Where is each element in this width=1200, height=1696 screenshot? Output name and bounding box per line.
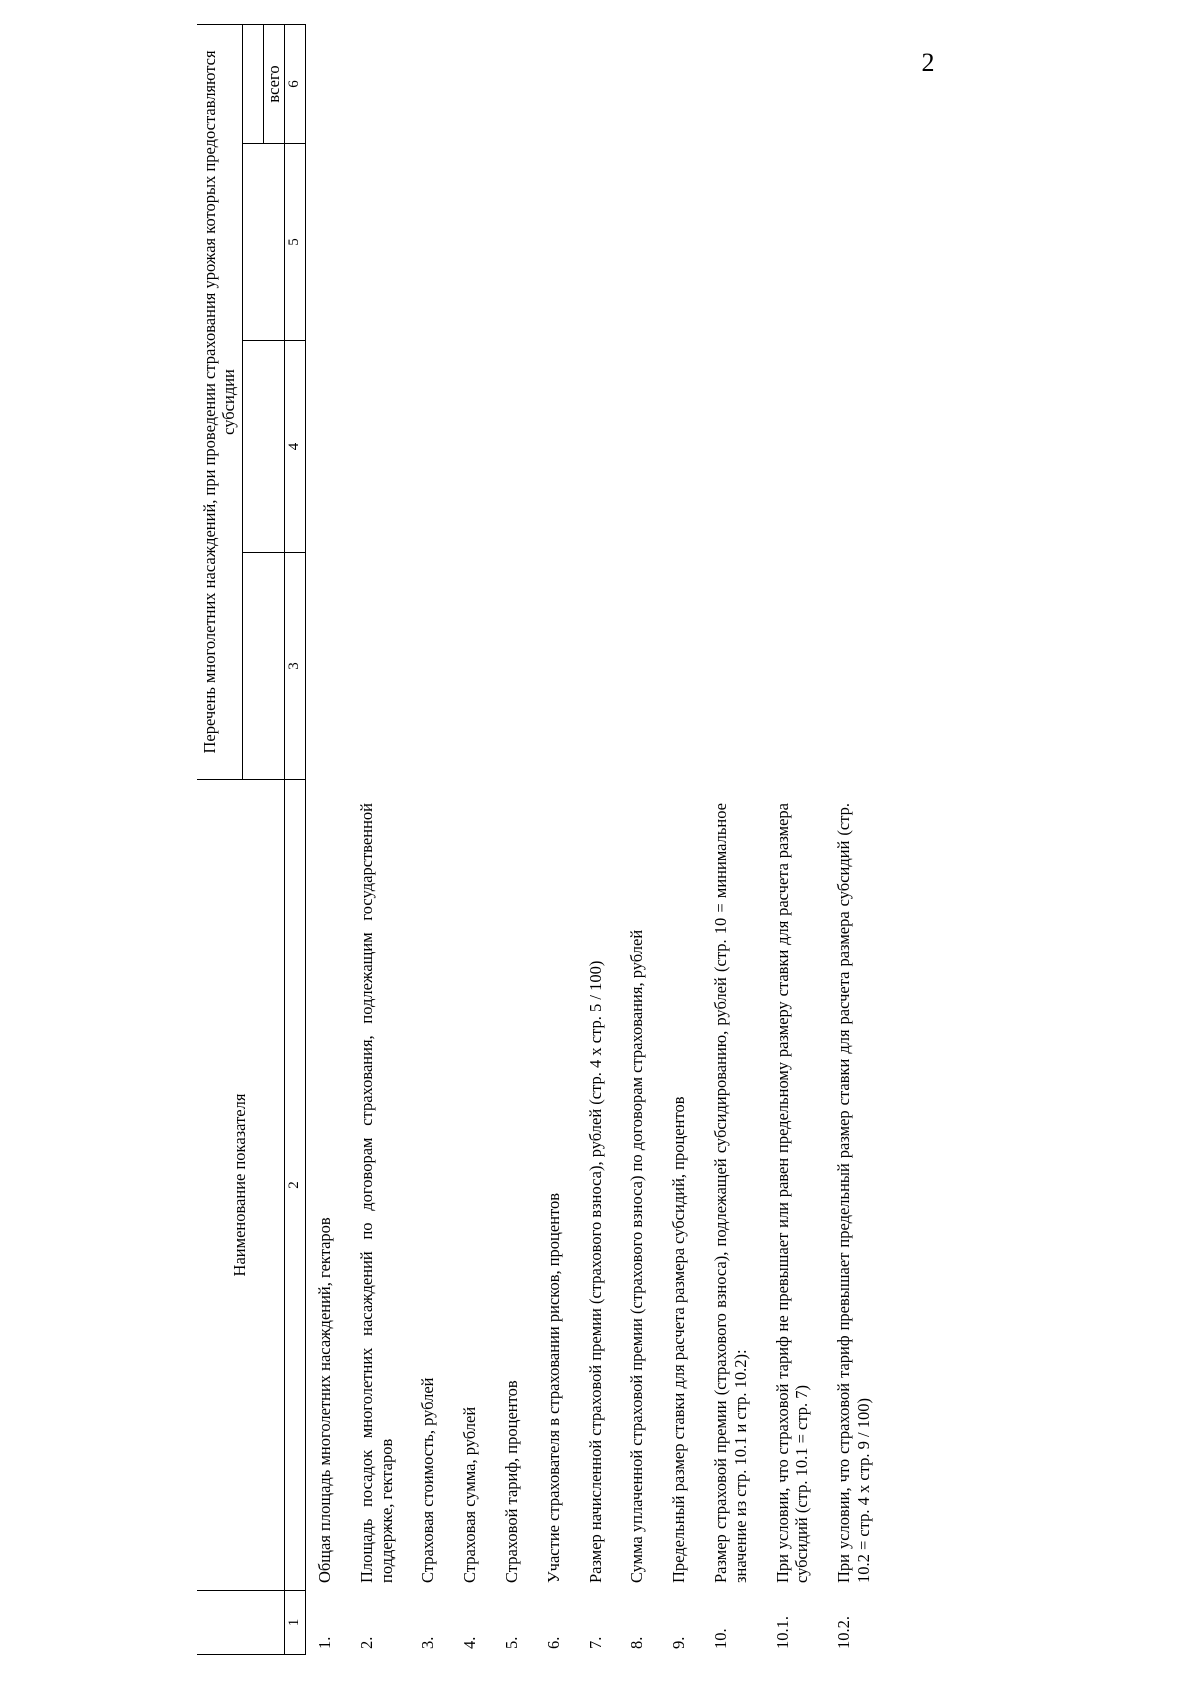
row-number: 4.	[460, 1636, 480, 1649]
row-number: 1.	[315, 1636, 334, 1649]
row-indicator: Площадь посадок многолетних насаждений по договорам страхования, подлежащим государственной поддержке, гектаров	[356, 803, 396, 1583]
table-row	[502, 25, 522, 1655]
row-number: 10.1.	[772, 1616, 792, 1649]
row-number: 2.	[356, 1636, 376, 1649]
header-col-5-blank	[243, 144, 285, 341]
indicator-table	[197, 24, 306, 1655]
row-indicator: Размер страховой премии (страхового взноса), подлежащей субсидированию, рублей (стр. 10 = минимальное значение из стр. 10.1 и стр. 10.2):	[710, 803, 750, 1583]
table-row	[357, 25, 397, 1655]
row-number: 10.2.	[834, 1616, 854, 1649]
column-number-6: 6	[285, 24, 306, 143]
row-number: 7.	[585, 1636, 605, 1649]
indicator-rows	[315, 25, 896, 1655]
row-indicator: Страховая стоимость, рублей	[418, 1377, 438, 1583]
table-row	[418, 25, 438, 1655]
row-indicator: При условии, что страховой тариф превышает предельный размер ставки для расчета размера субсидий (стр. 10.2 = стр. 4 х стр. 9 / 100)	[834, 803, 873, 1583]
table-row	[586, 25, 606, 1655]
table-row	[544, 25, 564, 1655]
column-number-2: 2	[285, 780, 306, 1591]
column-number-3: 3	[285, 553, 306, 780]
column-number-4: 4	[285, 341, 306, 553]
table-row	[315, 25, 335, 1655]
row-number: 5.	[501, 1636, 521, 1649]
column-number-1: 1	[285, 1591, 306, 1655]
table-row	[460, 25, 480, 1655]
row-indicator: Участие страхователя в страховании рисков, процентов	[543, 1192, 563, 1583]
column-number-5: 5	[285, 144, 306, 341]
header-col-4-blank	[243, 341, 285, 553]
page-number: 2	[921, 48, 935, 77]
header-col-3-blank	[243, 553, 285, 780]
row-number: 3.	[418, 1636, 438, 1649]
header-col-6-top-blank	[243, 24, 264, 143]
header-plantings-list: Перечень многолетних насаждений, при проведении страхования урожая которых предоставляются субсидии	[197, 24, 243, 779]
row-indicator: Страховая сумма, рублей	[460, 1406, 480, 1583]
row-indicator: Сумма уплаченной страховой премии (страхового взноса) по договорам страхования, рублей	[627, 929, 647, 1583]
row-indicator: Размер начисленной страховой премии (страхового взноса), рублей (стр. 4 х стр. 5 / 100)	[585, 960, 605, 1583]
header-indicator-name: Наименование показателя	[197, 780, 285, 1591]
row-indicator: Страховой тариф, процентов	[501, 1380, 521, 1583]
row-indicator: При условии, что страховой тариф не превышает или равен предельному размеру ставки для расчета размера субсидий (стр. 10.1 = стр. 7)	[772, 803, 812, 1583]
table-row	[627, 25, 647, 1655]
row-number: 8.	[627, 1636, 647, 1649]
row-number: 10.	[710, 1628, 730, 1649]
header-row-number-blank	[197, 1591, 285, 1655]
row-number: 9.	[669, 1636, 689, 1649]
table-row	[669, 25, 689, 1655]
row-indicator: Предельный размер ставки для расчета размера субсидий, процентов	[669, 1096, 689, 1583]
rotated-document-sheet	[197, 25, 1107, 1655]
table-row	[711, 25, 751, 1655]
table-row	[773, 25, 813, 1655]
header-total: всего	[264, 24, 285, 143]
row-indicator: Общая площадь многолетних насаждений, гектаров	[315, 1217, 334, 1583]
table-row	[834, 25, 874, 1655]
row-number: 6.	[543, 1636, 563, 1649]
